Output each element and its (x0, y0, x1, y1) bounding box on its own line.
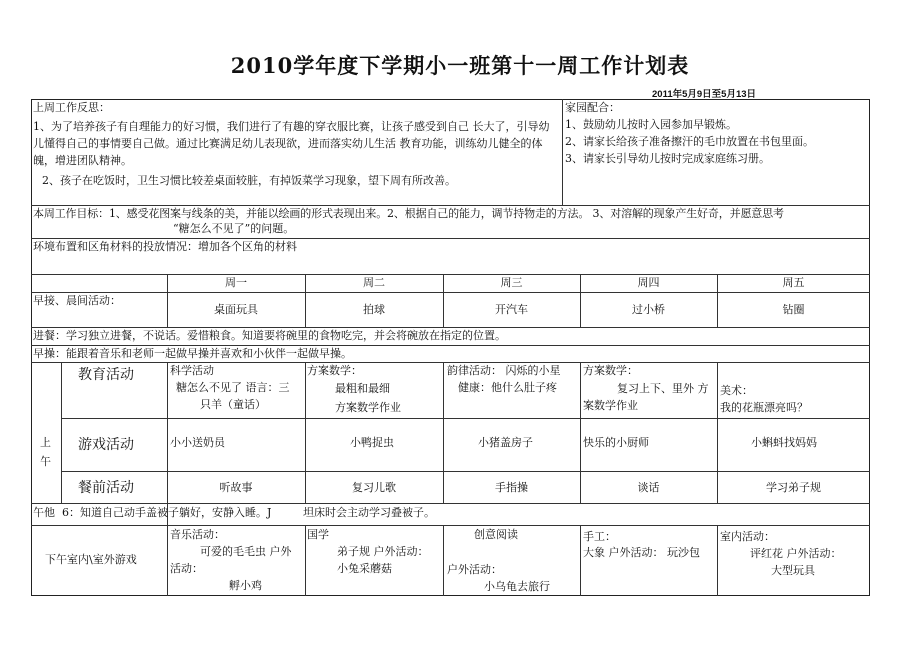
page-title: 2010学年度下学期小一班第十一周工作计划表 (230, 53, 690, 78)
edu-tue-line: 方案数学： (307, 364, 362, 377)
afternoon-label: 下午室内\室外游戏 (45, 553, 137, 566)
game-item: 小鸭捉虫 (350, 436, 394, 449)
col-divider (717, 525, 718, 596)
row-divider (31, 238, 870, 239)
date-range: 2011年5月9日至5月13日 (652, 89, 757, 100)
reflection-heading: 上周工作反思： (33, 101, 110, 114)
col-divider (580, 525, 581, 596)
game-label: 游戏活动 (78, 437, 134, 453)
aft-thu-line: 手工： (583, 530, 616, 543)
morning-item: 桌面玩具 (214, 303, 258, 316)
edu-wed-line: 健康：他什么肚子疼 (458, 381, 557, 394)
morning-label: 早接、晨间活动： (33, 294, 121, 307)
home-item: 2、请家长给孩子准备擦汗的毛巾放置在书包里面。 (565, 135, 814, 148)
premeal-item: 手指操 (495, 481, 528, 494)
morning-section-label-top: 上 (40, 436, 51, 449)
morning-item: 开汽车 (495, 303, 528, 316)
edu-wed-line: 韵律活动： 闪烁的小星 (447, 364, 561, 377)
morning-item: 钻圈 (782, 303, 805, 316)
row-divider (31, 345, 870, 346)
day-header-tue: 周二 (363, 276, 385, 289)
edu-mon-line: 糖怎么不见了 语言：三 (176, 381, 290, 394)
education-label: 教育活动 (78, 367, 134, 383)
aft-thu-line: 大象 户外活动： 玩沙包 (583, 546, 700, 559)
nap-text-b: 坦床时会主动学习叠被子。 (303, 506, 435, 519)
col-divider (167, 362, 168, 596)
morning-item: 过小桥 (632, 303, 665, 316)
goals-line1: 本周工作目标：1、感受花图案与线条的美，并能以绘画的形式表现出来。2、根据自己的能力，调节持物走的方法。 3、对溶解的现象产生好奇，并愿意思考 (33, 207, 784, 220)
day-header-wed: 周三 (500, 276, 523, 289)
col-divider (61, 362, 62, 503)
home-item: 1、鼓励幼儿按时入园参加早锻炼。 (565, 118, 737, 131)
edu-fri-line: 美术： (720, 384, 753, 397)
edu-thu-line: 案数学作业 (583, 399, 638, 412)
premeal-item: 复习儿歌 (352, 481, 396, 494)
aft-fri-line: 大型玩具 (771, 564, 815, 577)
col-divider (562, 99, 563, 205)
aft-tue-line: 弟子规 户外活动： (337, 545, 429, 558)
nap-prefix: 午他 (33, 506, 55, 519)
game-item: 小猪盖房子 (478, 436, 533, 449)
edu-thu-line: 复习上下、里外 方 (617, 382, 709, 395)
exercise-text: 早操：能跟着音乐和老师一起做早操并喜欢和小伙伴一起做早操。 (33, 347, 352, 360)
nap-text-a: 6：知道自己动手盖被子躺好，安静入睡。J (62, 506, 272, 519)
aft-wed-line: 创意阅读 (474, 528, 518, 541)
game-item: 小蝌蚪找妈妈 (751, 436, 817, 449)
edu-mon-line: 科学活动 (170, 364, 214, 377)
game-item: 小小送奶员 (170, 436, 225, 449)
reflection-para1: 1、为了培养孩子有自理能力的好习惯，我们进行了有趣的穿衣服比赛，让孩子感受到自己 长大了，引导幼儿懂得自己的事情要自己做。通过比赛满足幼儿表现欲，进而落实幼儿生活 教育功能，训练幼儿健全的体魄，增进团队精神。 (33, 120, 550, 167)
col-divider (443, 525, 444, 596)
row-divider (31, 292, 870, 293)
edu-tue-line: 最粗和最细 (335, 382, 390, 395)
day-header-thu: 周四 (637, 276, 660, 289)
morning-item: 拍球 (363, 303, 385, 316)
premeal-item: 听故事 (219, 481, 253, 494)
reflection-para2: 2、孩子在吃饭时，卫生习惯比较差桌面较脏，有掉饭菜学习现象，望下周有所改善。 (42, 174, 456, 187)
morning-section-label-bottom: 午 (40, 455, 51, 468)
row-divider (61, 418, 870, 419)
edu-fri-line: 我的花瓶漂亮吗？ (720, 401, 808, 414)
aft-fri-line: 室内活动： (720, 530, 775, 543)
row-divider (31, 327, 870, 328)
day-header-mon: 周一 (225, 276, 247, 289)
premeal-item: 谈话 (637, 481, 660, 494)
aft-fri-line: 评红花 户外活动： (750, 547, 842, 560)
day-header-fri: 周五 (782, 276, 805, 289)
row-divider (61, 471, 870, 472)
game-item: 快乐的小厨师 (583, 436, 649, 449)
aft-tue-line: 小兔采蘑菇 (337, 562, 392, 575)
col-divider (305, 525, 306, 596)
home-heading: 家园配合： (565, 101, 620, 114)
aft-mon-line: 音乐活动： (170, 528, 225, 541)
edu-tue-line: 方案数学作业 (335, 401, 401, 414)
meal-text: 进餐：学习独立进餐，不说话。爱惜粮食。知道要将碗里的食物吃完，并会将碗放在指定的位置。 (33, 329, 506, 342)
row-divider (31, 274, 870, 275)
aft-wed-line: 小乌龟去旅行 (484, 580, 550, 593)
premeal-label: 餐前活动 (78, 480, 134, 496)
premeal-item: 学习弟子规 (766, 481, 821, 494)
goals-line2: “糖怎么不见了”的问题。 (173, 222, 295, 235)
row-divider (31, 205, 870, 206)
environment-text: 环境布置和区角材料的投放情况：增加各个区角的材料 (33, 240, 297, 253)
edu-thu-line: 方案数学： (583, 364, 638, 377)
edu-mon-line: 只羊（童话） (200, 398, 266, 411)
aft-wed-line: 户外活动： (447, 563, 502, 576)
aft-mon-line: 孵小鸡 (229, 579, 262, 592)
home-item: 3、请家长引导幼儿按时完成家庭练习册。 (565, 152, 770, 165)
aft-mon-line: 活动： (170, 562, 203, 575)
row-divider (31, 503, 870, 504)
aft-mon-line: 可爱的毛毛虫 户外 (200, 545, 292, 558)
row-divider (31, 362, 870, 363)
aft-tue-line: 国学 (307, 528, 329, 541)
row-divider (31, 525, 870, 526)
